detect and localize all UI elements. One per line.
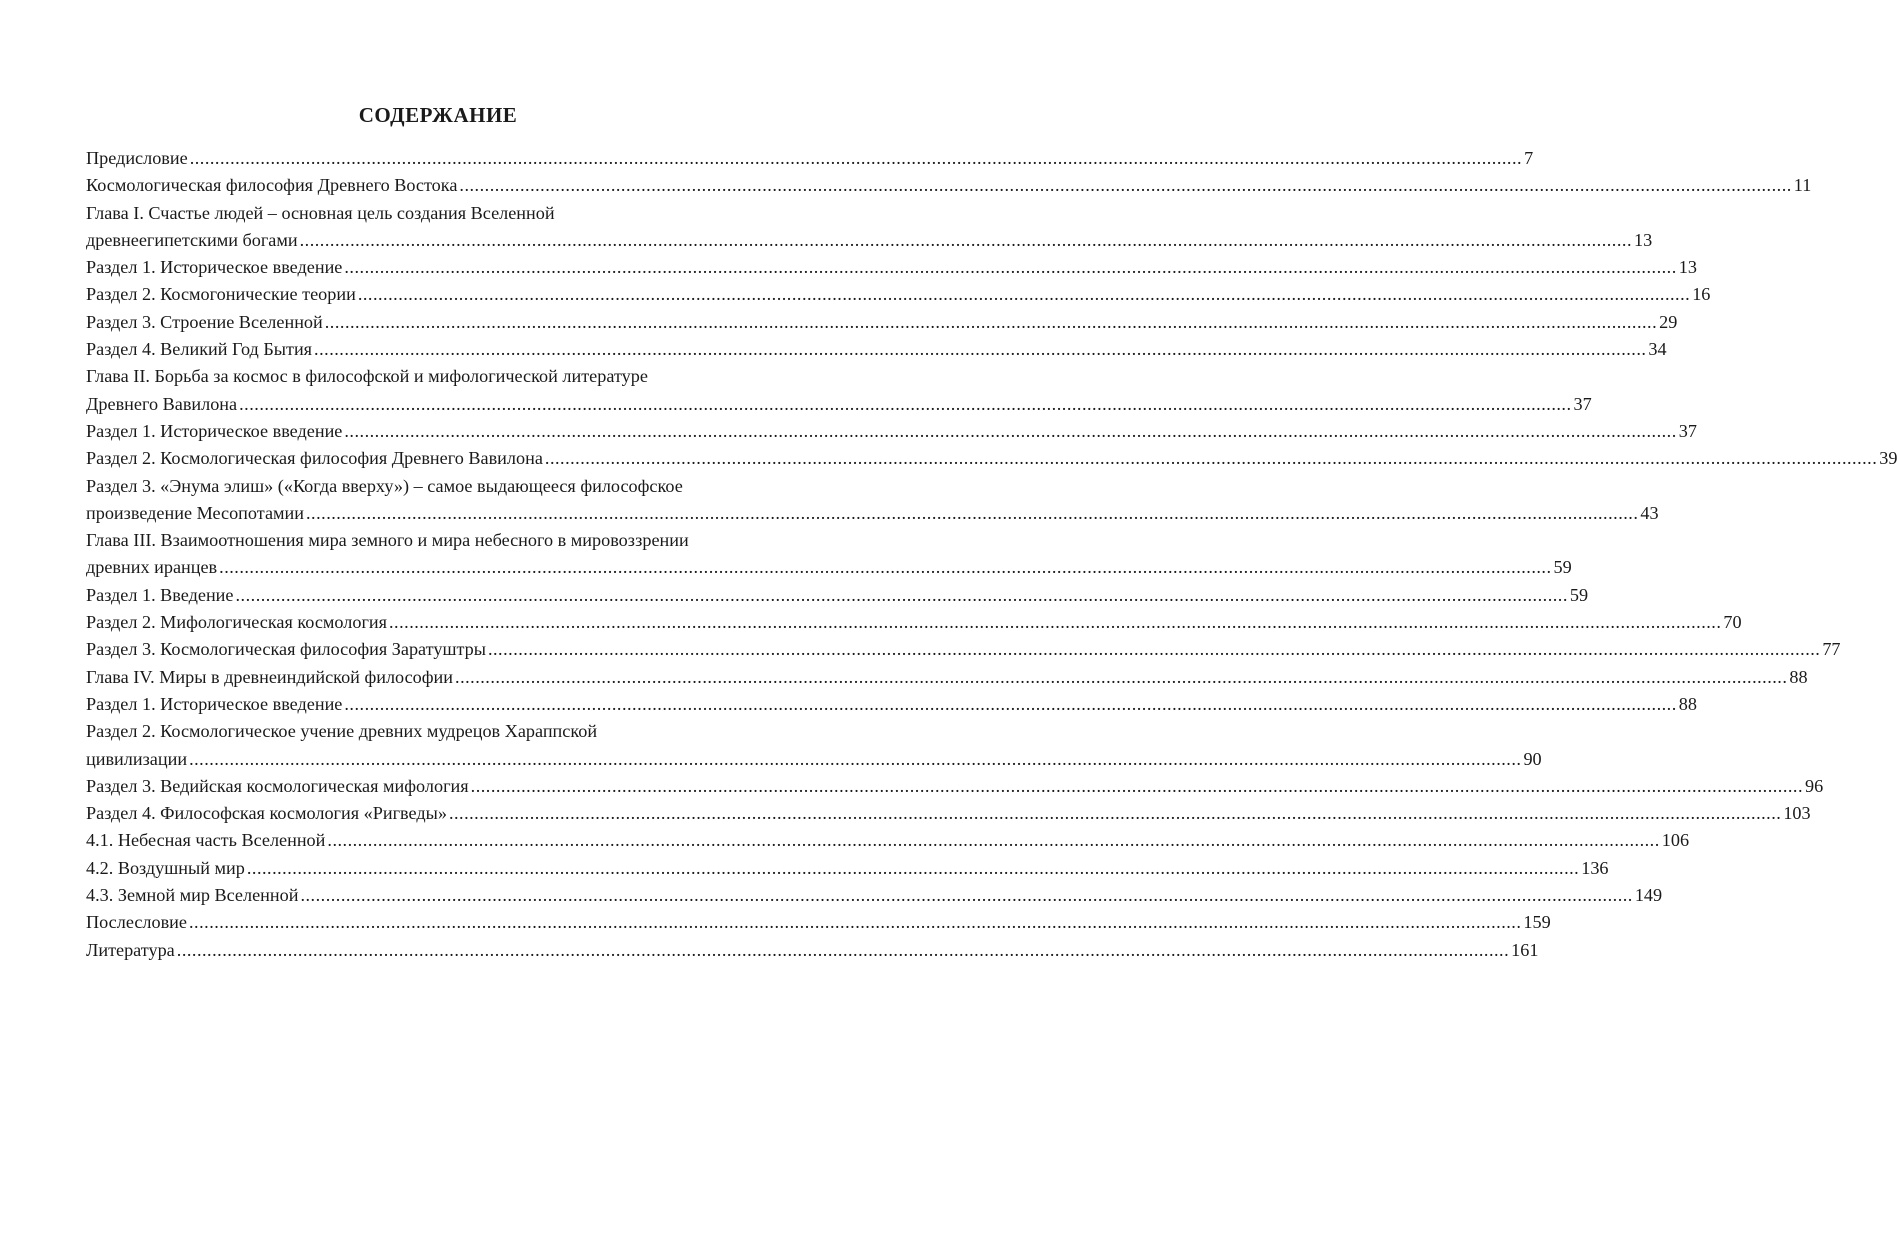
toc-entry-title: Раздел 4. Великий Год Бытия — [86, 339, 313, 360]
toc-entry[interactable] — [86, 937, 1539, 964]
toc-page-number: 37 — [1573, 393, 1592, 414]
dot-leader — [177, 937, 1509, 964]
toc-entry-title: Раздел 2. Космологическая философия Древнего Вавилона — [86, 448, 543, 469]
toc-entry-line — [86, 254, 1697, 281]
toc-page-number: 13 — [1633, 229, 1653, 250]
toc-entry-title: цивилизации — [86, 748, 188, 769]
dot-leader — [239, 391, 1571, 418]
toc-page-number: 59 — [1553, 557, 1572, 578]
toc-entry-line — [86, 500, 1659, 527]
toc-page-number: 88 — [1789, 666, 1808, 687]
toc-entry[interactable] — [86, 473, 1659, 528]
page-title: СОДЕРЖАНИЕ — [358, 103, 518, 127]
toc-entry-title: древних иранцев — [86, 557, 218, 578]
toc-entry[interactable] — [86, 691, 1697, 718]
toc-entry[interactable] — [86, 609, 1742, 636]
toc-entry-title: Раздел 3. Космологическая философия Заратуштры — [86, 639, 486, 660]
toc-entry-line — [86, 309, 1678, 336]
toc-page-number: 136 — [1581, 857, 1609, 878]
toc-page-number: 106 — [1661, 830, 1690, 851]
toc-entry[interactable] — [86, 718, 1542, 773]
toc-page-number: 34 — [1648, 339, 1667, 360]
toc-entry-line — [86, 172, 1812, 199]
toc-entry-title: Глава II. Борьба за космос в философской и мифологической литературе — [86, 366, 648, 387]
toc-page-number: 13 — [1678, 257, 1697, 278]
toc-entry-line-continued — [86, 718, 789, 745]
toc-entry-line — [86, 773, 1824, 800]
toc-entry[interactable] — [86, 636, 1841, 663]
dot-leader — [190, 145, 1522, 172]
toc-entry[interactable] — [86, 200, 1653, 255]
toc-entry[interactable] — [86, 800, 1811, 827]
toc-entry-line-continued — [86, 200, 789, 227]
dot-leader — [300, 882, 1632, 909]
toc-entry-title: Раздел 4. Философская космология «Ригведы» — [86, 803, 447, 824]
toc-page-number: 43 — [1640, 502, 1659, 523]
toc-entry[interactable] — [86, 527, 1572, 582]
toc-entry-line — [86, 445, 1897, 472]
toc-page-number: 70 — [1723, 612, 1742, 633]
toc-entry-title: Послесловие — [86, 912, 187, 933]
table-of-contents — [86, 145, 1897, 964]
toc-entry-line-continued — [86, 473, 789, 500]
toc-page-number: 7 — [1524, 148, 1534, 168]
toc-entry[interactable] — [86, 309, 1678, 336]
toc-entry[interactable] — [86, 909, 1551, 936]
toc-entry[interactable] — [86, 336, 1667, 363]
dot-leader — [314, 336, 1646, 363]
dot-leader — [189, 909, 1521, 936]
toc-page-number: 103 — [1783, 803, 1811, 824]
toc-entry[interactable] — [86, 254, 1697, 281]
toc-entry-title: Раздел 2. Космогонические теории — [86, 284, 356, 305]
dot-leader — [449, 800, 1781, 827]
toc-entry[interactable] — [86, 172, 1812, 199]
toc-entry[interactable] — [86, 855, 1609, 882]
toc-entry-line — [86, 664, 1808, 691]
toc-page-number: 16 — [1692, 284, 1711, 305]
toc-entry-title: 4.3. Земной мир Вселенной — [86, 885, 299, 906]
toc-entry-title: Космологическая философия Древнего Востока — [86, 175, 458, 196]
dot-leader — [344, 418, 1676, 445]
toc-entry[interactable] — [86, 773, 1824, 800]
toc-entry-title: Раздел 2. Космологическое учение древних мудрецов Хараппской — [86, 721, 598, 742]
dot-leader — [236, 582, 1568, 609]
dot-leader — [545, 445, 1877, 472]
dot-leader — [459, 172, 1791, 199]
toc-entry-line — [86, 937, 1539, 964]
toc-entry-title: Раздел 1. Историческое введение — [86, 420, 343, 441]
toc-page-number: 77 — [1822, 639, 1841, 660]
dot-leader — [300, 227, 1632, 254]
toc-entry-title: Глава I. Счастье людей – основная цель создания Вселенной — [86, 202, 555, 223]
toc-page-number: 88 — [1678, 693, 1697, 714]
toc-entry-title: Раздел 1. Историческое введение — [86, 693, 343, 714]
dot-leader — [247, 855, 1579, 882]
toc-entry[interactable] — [86, 418, 1697, 445]
dot-leader — [389, 609, 1721, 636]
toc-entry-line — [86, 609, 1742, 636]
toc-page-number: 149 — [1634, 885, 1663, 906]
dot-leader — [325, 309, 1657, 336]
toc-page-number: 59 — [1569, 584, 1589, 605]
toc-entry-line-continued — [86, 363, 789, 390]
toc-entry-line — [86, 746, 1542, 773]
toc-entry-title: Раздел 3. Ведийская космологическая мифология — [86, 775, 469, 796]
toc-page-number: 159 — [1523, 912, 1551, 933]
toc-entry-line — [86, 636, 1841, 663]
toc-page-number: 37 — [1678, 420, 1697, 441]
toc-entry-line — [86, 855, 1609, 882]
toc-entry-line — [86, 391, 1592, 418]
toc-entry-title: 4.1. Небесная часть Вселенной — [86, 830, 326, 851]
dot-leader — [219, 554, 1551, 581]
toc-entry-line — [86, 691, 1697, 718]
toc-entry[interactable] — [86, 363, 1592, 418]
toc-entry[interactable] — [86, 281, 1711, 308]
toc-entry-line — [86, 227, 1653, 254]
toc-entry-title: Глава IV. Миры в древнеиндийской философии — [86, 666, 454, 687]
toc-page-number: 96 — [1805, 775, 1824, 796]
toc-entry-title: 4.2. Воздушный мир — [86, 857, 245, 878]
toc-page-number: 39 — [1879, 448, 1897, 469]
dot-leader — [344, 254, 1676, 281]
toc-entry-line — [86, 582, 1589, 609]
toc-page-number: 161 — [1511, 939, 1539, 960]
toc-entry-title: Предисловие — [86, 148, 188, 168]
toc-entry-title: Раздел 3. «Энума элиш» («Когда вверху») – самое выдающееся философское — [86, 475, 683, 496]
toc-entry[interactable] — [86, 827, 1690, 854]
toc-entry-title: Раздел 1. Историческое введение — [86, 257, 343, 278]
toc-entry-title: Древнего Вавилона — [86, 393, 238, 414]
toc-entry-title: Глава III. Взаимоотношения мира земного и мира небесного в мировоззрении — [86, 530, 689, 551]
toc-entry-title: Раздел 1. Введение — [86, 584, 234, 605]
toc-entry-line — [86, 554, 1572, 581]
dot-leader — [306, 500, 1638, 527]
toc-entry[interactable] — [86, 664, 1808, 691]
toc-entry-title: Раздел 2. Мифологическая космология — [86, 612, 387, 633]
toc-entry-line — [86, 281, 1711, 308]
toc-entry-title: древнеегипетскими богами — [86, 229, 298, 250]
toc-entry-title: произведение Месопотамии — [86, 502, 304, 523]
toc-page-number: 11 — [1793, 175, 1812, 196]
toc-entry-title: Литература — [86, 939, 175, 960]
toc-entry-line — [86, 882, 1663, 909]
dot-leader — [327, 827, 1659, 854]
toc-entry-line — [86, 418, 1697, 445]
toc-entry[interactable] — [86, 582, 1589, 609]
toc-entry-line — [86, 800, 1811, 827]
toc-entry-line — [86, 336, 1667, 363]
toc-entry[interactable] — [86, 445, 1897, 472]
toc-entry-line — [86, 909, 1551, 936]
toc-page-number: 90 — [1523, 748, 1542, 769]
toc-entry-line-continued — [86, 527, 789, 554]
dot-leader — [455, 664, 1787, 691]
toc-page-number: 29 — [1659, 311, 1678, 332]
toc-entry[interactable] — [86, 145, 1534, 172]
dot-leader — [471, 773, 1803, 800]
dot-leader — [488, 636, 1820, 663]
toc-entry-title: Раздел 3. Строение Вселенной — [86, 311, 323, 332]
dot-leader — [344, 691, 1676, 718]
dot-leader — [358, 281, 1690, 308]
toc-entry-line — [86, 827, 1690, 854]
toc-entry-line — [86, 145, 1534, 172]
dot-leader — [189, 746, 1521, 773]
toc-entry[interactable] — [86, 882, 1663, 909]
